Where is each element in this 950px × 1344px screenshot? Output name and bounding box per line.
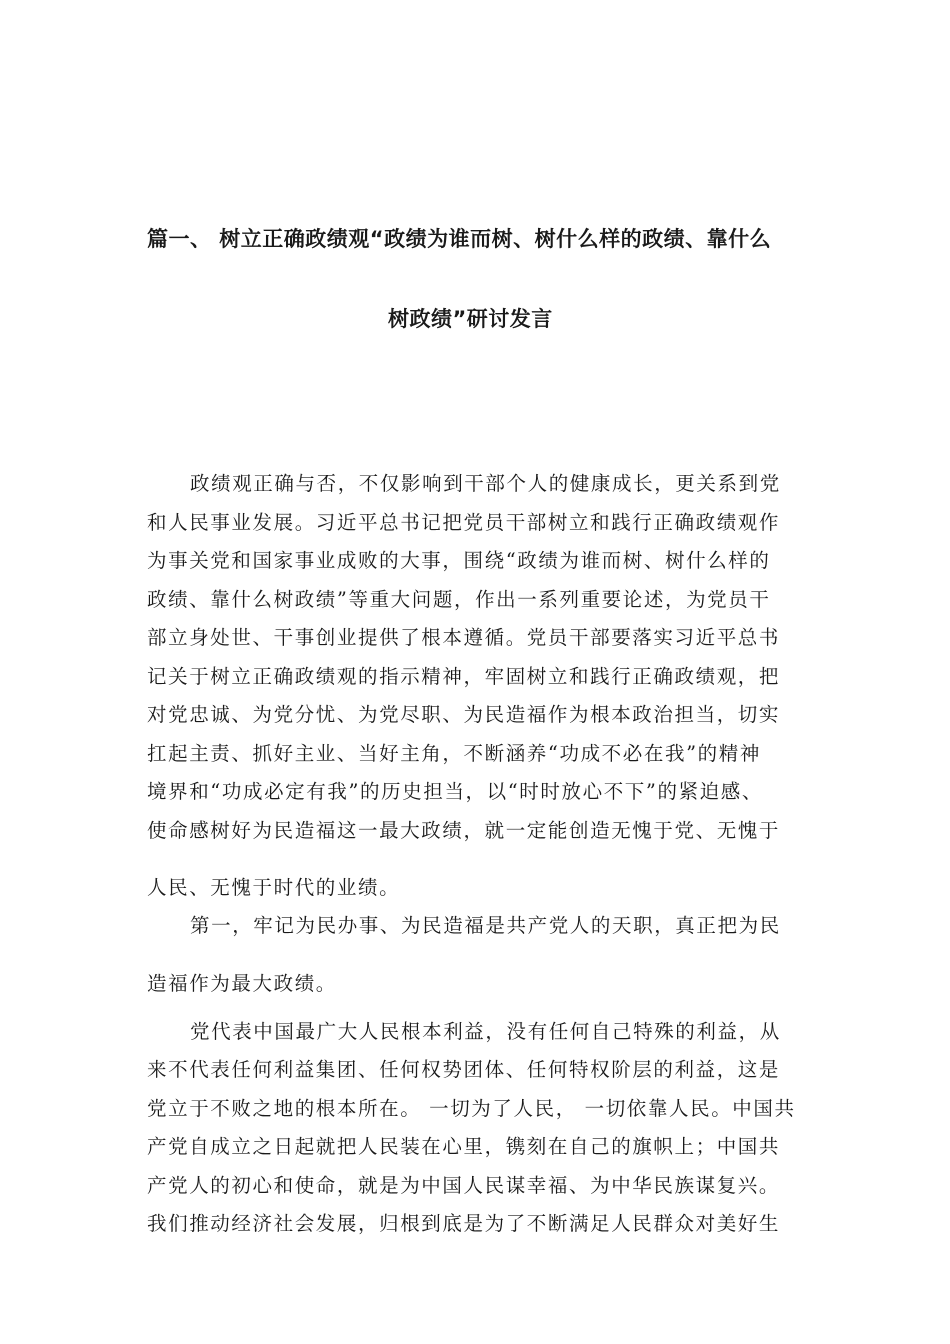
document-title-line-1: 篇一、 树立正确政绩观“政绩为谁而树、树什么样的政绩、靠什么 [147, 227, 772, 251]
paragraph-1-line-7: 对党忠诚、为党分忧、为党尽职、为民造福作为根本政治担当，切实 [147, 703, 781, 726]
paragraph-2-line-2: 造福作为最大政绩。 [147, 972, 337, 995]
paragraph-1-line-11: 人民、无愧于时代的业绩。 [147, 876, 401, 899]
paragraph-1-line-2: 和人民事业发展。习近平总书记把党员干部树立和践行正确政绩观作 [147, 511, 781, 534]
paragraph-1-line-3: 为事关党和国家事业成败的大事，围绕“政绩为谁而树、树什么样的 [147, 549, 771, 572]
paragraph-3-line-5: 产党人的初心和使命，就是为中国人民谋幸福、为中华民族谋复兴。 [147, 1174, 781, 1197]
paragraph-3-line-1: 党代表中国最广大人民根本利益，没有任何自己特殊的利益，从 [190, 1020, 781, 1043]
paragraph-3-line-4: 产党自成立之日起就把人民装在心里，镌刻在自己的旗帜上；中国共 [147, 1135, 781, 1158]
document-title-line-2: 树政绩”研讨发言 [388, 307, 553, 331]
paragraph-3-line-6: 我们推动经济社会发展，归根到底是为了不断满足人民群众对美好生 [147, 1212, 781, 1235]
paragraph-2-line-1: 第一，牢记为民办事、为民造福是共产党人的天职，真正把为民 [190, 914, 781, 937]
paragraph-1-line-8: 扛起主责、抓好主业、当好主角，不断涵养“功成不必在我”的精神 [147, 742, 761, 765]
paragraph-1-line-9: 境界和“功成必定有我”的历史担当，以“时时放心不下”的紧迫感、 [147, 780, 763, 803]
paragraph-3-line-2: 来不代表任何利益集团、任何权势团体、任何特权阶层的利益，这是 [147, 1058, 781, 1081]
paragraph-1-line-10: 使命感树好为民造福这一最大政绩，就一定能创造无愧于党、无愧于 [147, 819, 781, 842]
paragraph-1-line-1: 政绩观正确与否，不仅影响到干部个人的健康成长，更关系到党 [190, 472, 781, 495]
paragraph-3-line-3: 党立于不败之地的根本所在。 一切为了人民， 一切依靠人民。中国共 [147, 1097, 796, 1120]
paragraph-1-line-6: 记关于树立正确政绩观的指示精神，牢固树立和践行正确政绩观，把 [147, 665, 781, 688]
paragraph-1-line-5: 部立身处世、干事创业提供了根本遵循。党员干部要落实习近平总书 [147, 626, 781, 649]
paragraph-1-line-4: 政绩、靠什么树政绩”等重大问题，作出一系列重要论述，为党员干 [147, 588, 771, 611]
